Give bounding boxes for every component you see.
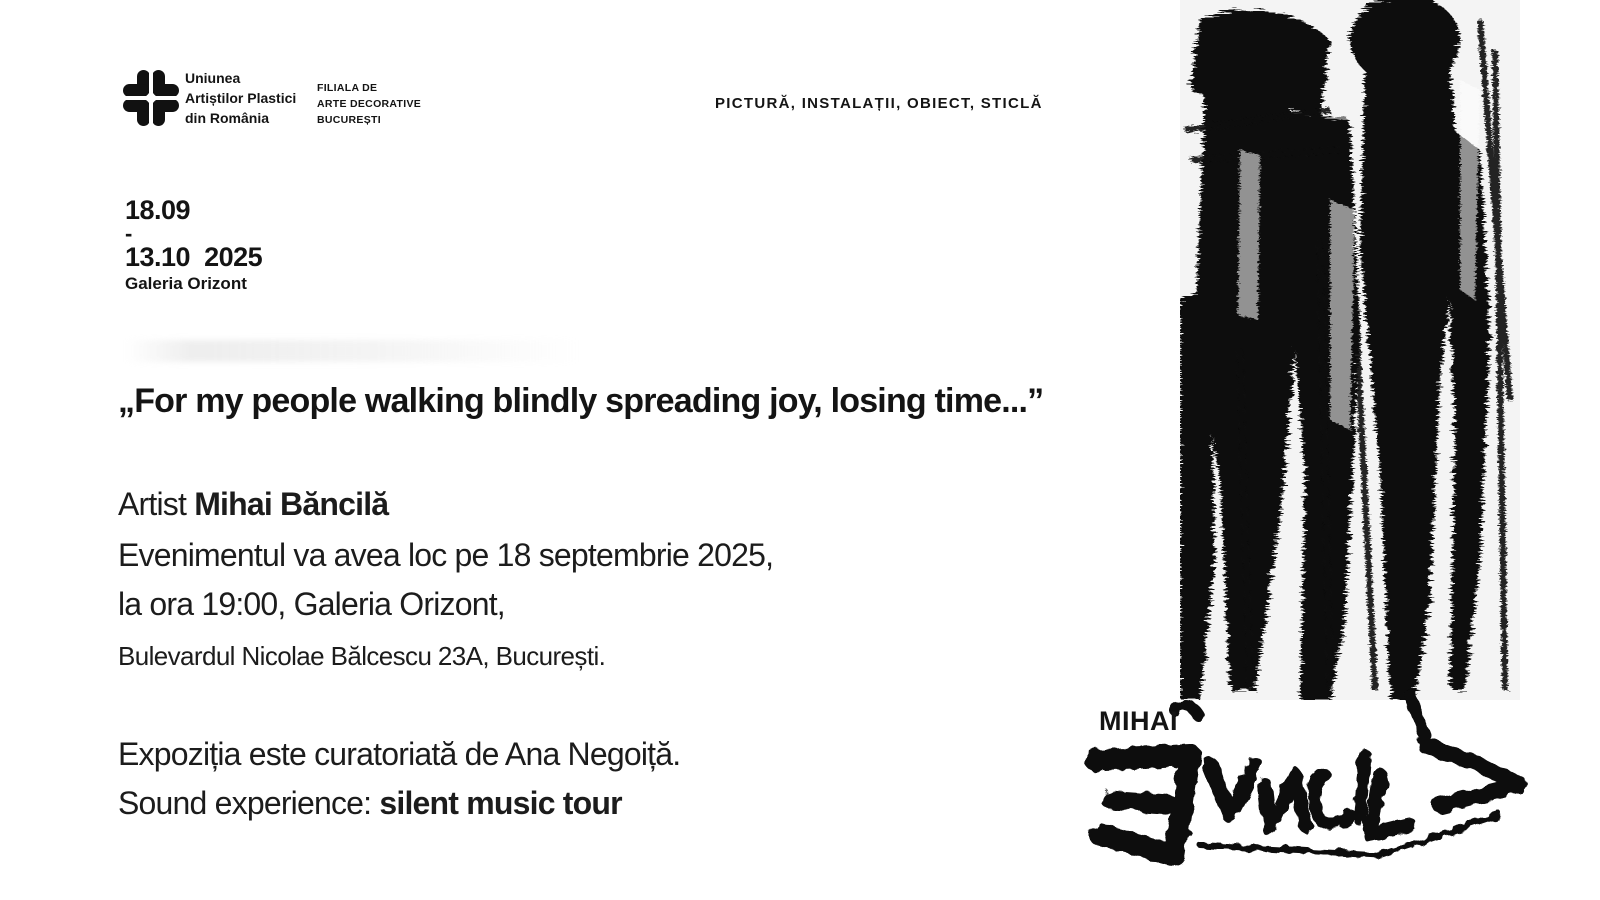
branch-name-line-2: ARTE DECORATIVE xyxy=(317,98,422,110)
faded-text-line xyxy=(125,340,580,362)
artist-prefix: Artist xyxy=(118,486,195,522)
artist-name: Mihai Băncilă xyxy=(194,486,389,522)
uap-clover-logo-icon xyxy=(123,70,179,126)
disciplines-heading: PICTURĂ, INSTALAȚII, OBIECT, STICLĂ xyxy=(715,95,1043,112)
artist-signature xyxy=(1080,655,1530,875)
exhibition-dates xyxy=(125,195,263,296)
curator-line: Expoziția este curatoriată de Ana Negoiță. xyxy=(118,736,681,772)
date-separator: - xyxy=(125,221,133,246)
event-date-line: Evenimentul va avea loc pe 18 septembrie 2025, xyxy=(118,537,774,573)
exhibition-title-quote: „For my people walking blindly spreading joy, losing time...” xyxy=(118,382,1044,420)
artist-line xyxy=(118,486,388,523)
start-date: 18.09 xyxy=(125,195,191,225)
sound-experience-line xyxy=(118,785,622,822)
artist-first-name: MIHAI xyxy=(1099,706,1178,736)
end-date: 13.10 2025 xyxy=(125,242,263,272)
branch-name-line-3: BUCUREȘTI xyxy=(317,114,381,126)
organization-name-line-1: Uniunea xyxy=(185,70,241,86)
organization-name xyxy=(185,68,296,128)
ink-figures-painting xyxy=(1180,0,1520,700)
organization-name-line-2: Artiștilor Plastici xyxy=(185,90,297,106)
address-line: Bulevardul Nicolae Bălcescu 23A, București. xyxy=(118,641,606,671)
venue-name: Galeria Orizont xyxy=(125,274,247,293)
branch-name xyxy=(317,80,421,128)
organization-name-line-3: din România xyxy=(185,110,270,126)
sound-prefix: Sound experience: xyxy=(118,785,380,821)
branch-name-line-1: FILIALA DE xyxy=(317,82,378,94)
event-time-line: la ora 19:00, Galeria Orizont, xyxy=(118,586,505,622)
sound-value: silent music tour xyxy=(379,785,622,821)
